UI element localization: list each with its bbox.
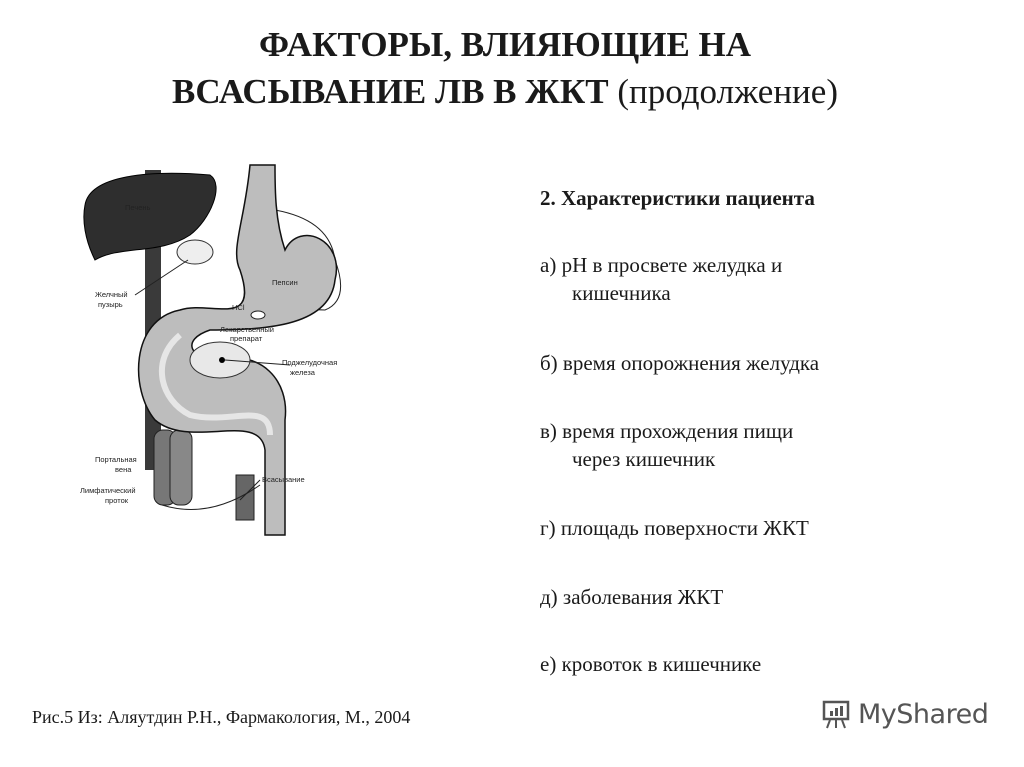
presentation-board-icon — [820, 698, 852, 730]
label-lymph-duct: Лимфатический — [80, 486, 136, 495]
list-heading: 2. Характеристики пациента — [540, 186, 815, 210]
label-lymph-duct-2: проток — [105, 496, 129, 505]
watermark-logo — [820, 698, 988, 730]
label-gallbladder-2: пузырь — [98, 300, 123, 309]
list-item — [540, 417, 793, 473]
item-text: а) pH в просвете желудка и — [540, 253, 783, 277]
label-portal-vein-2: вена — [115, 465, 132, 474]
item-text-cont: кишечника — [572, 281, 671, 305]
label-liver: Печень — [125, 203, 151, 212]
list-item — [540, 583, 723, 611]
list-item — [540, 514, 809, 542]
label-absorption: Всасывание — [262, 475, 305, 484]
label-pepsin: Пепсин — [272, 278, 298, 287]
list-item — [540, 650, 761, 678]
label-drug: Лекарственный — [220, 325, 275, 334]
figure-caption: Рис.5 Из: Аляутдин Р.Н., Фармакология, М., 2004 — [32, 707, 411, 727]
label-gallbladder: Желчный — [95, 290, 128, 299]
item-text: д) заболевания ЖКТ — [540, 585, 724, 609]
title-bold: ВСАСЫВАНИЕ ЛВ В ЖКТ — [172, 72, 609, 111]
item-text: в) время прохождения пищи — [540, 419, 794, 443]
label-pancreas: Поджелудочная — [282, 358, 338, 367]
slide-title-line2 — [0, 70, 1010, 114]
label-portal-vein: Портальная — [95, 455, 137, 464]
watermark-text: MyShared — [858, 698, 989, 730]
gi-tract-diagram — [60, 160, 380, 540]
item-text: г) площадь поверхности ЖКТ — [540, 516, 809, 540]
list-item — [540, 251, 782, 307]
label-hcl: HCl — [232, 303, 245, 312]
list-item — [540, 349, 819, 377]
item-text: е) кровоток в кишечнике — [540, 652, 762, 676]
label-pancreas-2: железа — [290, 368, 315, 377]
item-text: б) время опорожнения желудка — [540, 351, 820, 375]
slide-title-line1: ФАКТОРЫ, ВЛИЯЮЩИЕ НА — [258, 25, 752, 64]
item-text-cont: через кишечник — [572, 447, 716, 471]
title-subtitle: (продолжение) — [608, 72, 838, 111]
label-drug-2: препарат — [230, 334, 263, 343]
